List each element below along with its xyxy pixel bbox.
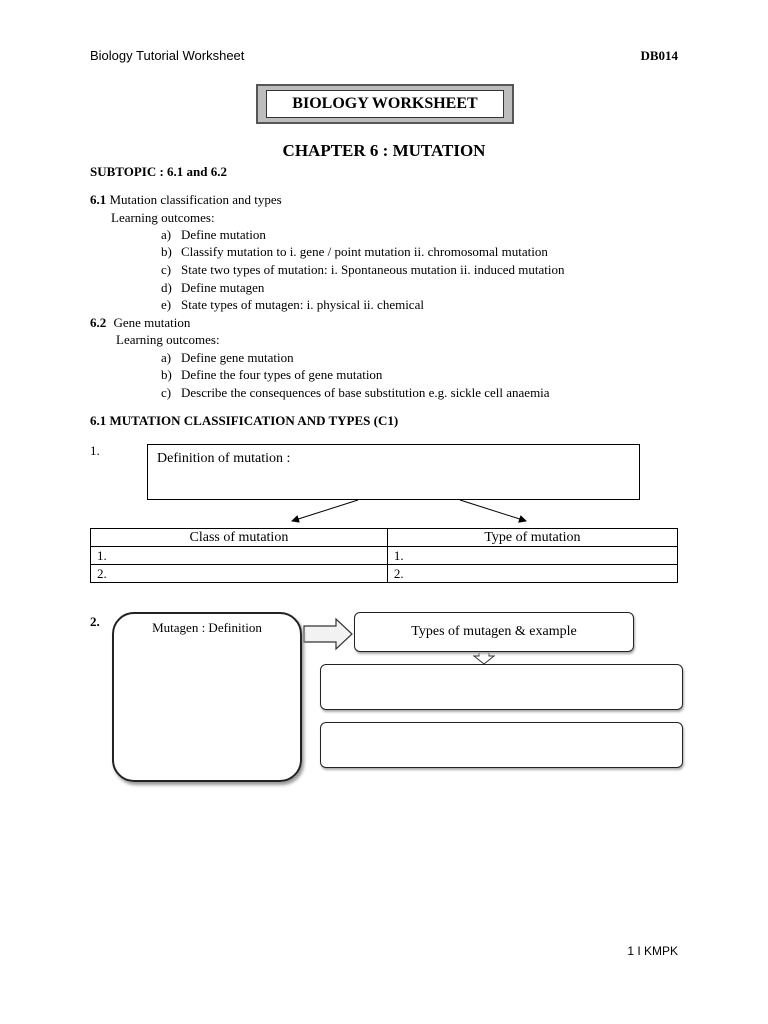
item-label: e): [161, 297, 172, 312]
type-cell[interactable]: 2.: [387, 565, 677, 583]
section-title: Mutation classification and types: [109, 192, 282, 207]
header-code: DB014: [640, 48, 678, 63]
item-label: d): [161, 280, 172, 295]
item-text: Define gene mutation: [181, 350, 294, 365]
item-text: Define mutation: [181, 227, 266, 242]
item-label: c): [161, 262, 172, 277]
item-text: State types of mutagen: i. physical ii. chemical: [181, 297, 424, 312]
arrow-to-class: [292, 500, 358, 521]
block-arrow-down-icon: [474, 652, 494, 664]
col-type-header: Type of mutation: [387, 529, 677, 547]
question-number: 1.: [90, 443, 100, 458]
item-label: c): [161, 385, 172, 400]
class-cell[interactable]: 1.: [91, 547, 388, 565]
item-label: a): [161, 227, 172, 242]
learning-outcomes-label: Learning outcomes:: [116, 332, 220, 347]
col-class-header: Class of mutation: [91, 529, 388, 547]
chapter-title: CHAPTER 6 : MUTATION: [282, 141, 486, 160]
type-cell[interactable]: 1.: [387, 547, 677, 565]
types-label: Types of mutagen & example: [411, 624, 577, 639]
item-text: Classify mutation to i. gene / point mutation ii. chromosomal mutation: [181, 244, 548, 259]
item-text: Define the four types of gene mutation: [181, 367, 383, 382]
learning-outcomes-label: Learning outcomes:: [111, 210, 215, 225]
question-number: 2.: [90, 614, 100, 629]
item-text: Define mutagen: [181, 280, 265, 295]
section-number: 6.2: [90, 315, 107, 330]
header-left: Biology Tutorial Worksheet: [90, 48, 245, 63]
class-cell[interactable]: 2.: [91, 565, 388, 583]
section-heading-6-1: 6.1 MUTATION CLASSIFICATION AND TYPES (C1): [90, 413, 399, 428]
arrow-to-type: [460, 500, 526, 521]
item-text: Describe the consequences of base substitution e.g. sickle cell anaemia: [181, 385, 550, 400]
section-title: Gene mutation: [113, 315, 191, 330]
mutagen-definition-box[interactable]: [112, 612, 302, 782]
mutagen-type-answer-box[interactable]: [320, 722, 683, 768]
block-arrow-right-icon: [304, 619, 352, 649]
item-label: b): [161, 367, 172, 382]
mutation-class-table: [90, 528, 678, 583]
item-text: State two types of mutation: i. Spontaneous mutation ii. induced mutation: [181, 262, 565, 277]
item-label: b): [161, 244, 172, 259]
section-number: 6.1: [90, 192, 107, 207]
worksheet-title: BIOLOGY WORKSHEET: [266, 90, 504, 118]
subtopic: SUBTOPIC : 6.1 and 6.2: [90, 164, 228, 179]
mutagen-type-answer-box[interactable]: [320, 664, 683, 710]
types-of-mutagen-box: [354, 612, 634, 652]
page-footer: 1 I KMPK: [627, 944, 678, 958]
table-row: [91, 565, 678, 583]
mutagen-label: Mutagen : Definition: [152, 620, 262, 635]
table-row: [91, 547, 678, 565]
definition-label: Definition of mutation :: [157, 451, 291, 466]
table-header-row: [91, 529, 678, 547]
item-label: a): [161, 350, 172, 365]
